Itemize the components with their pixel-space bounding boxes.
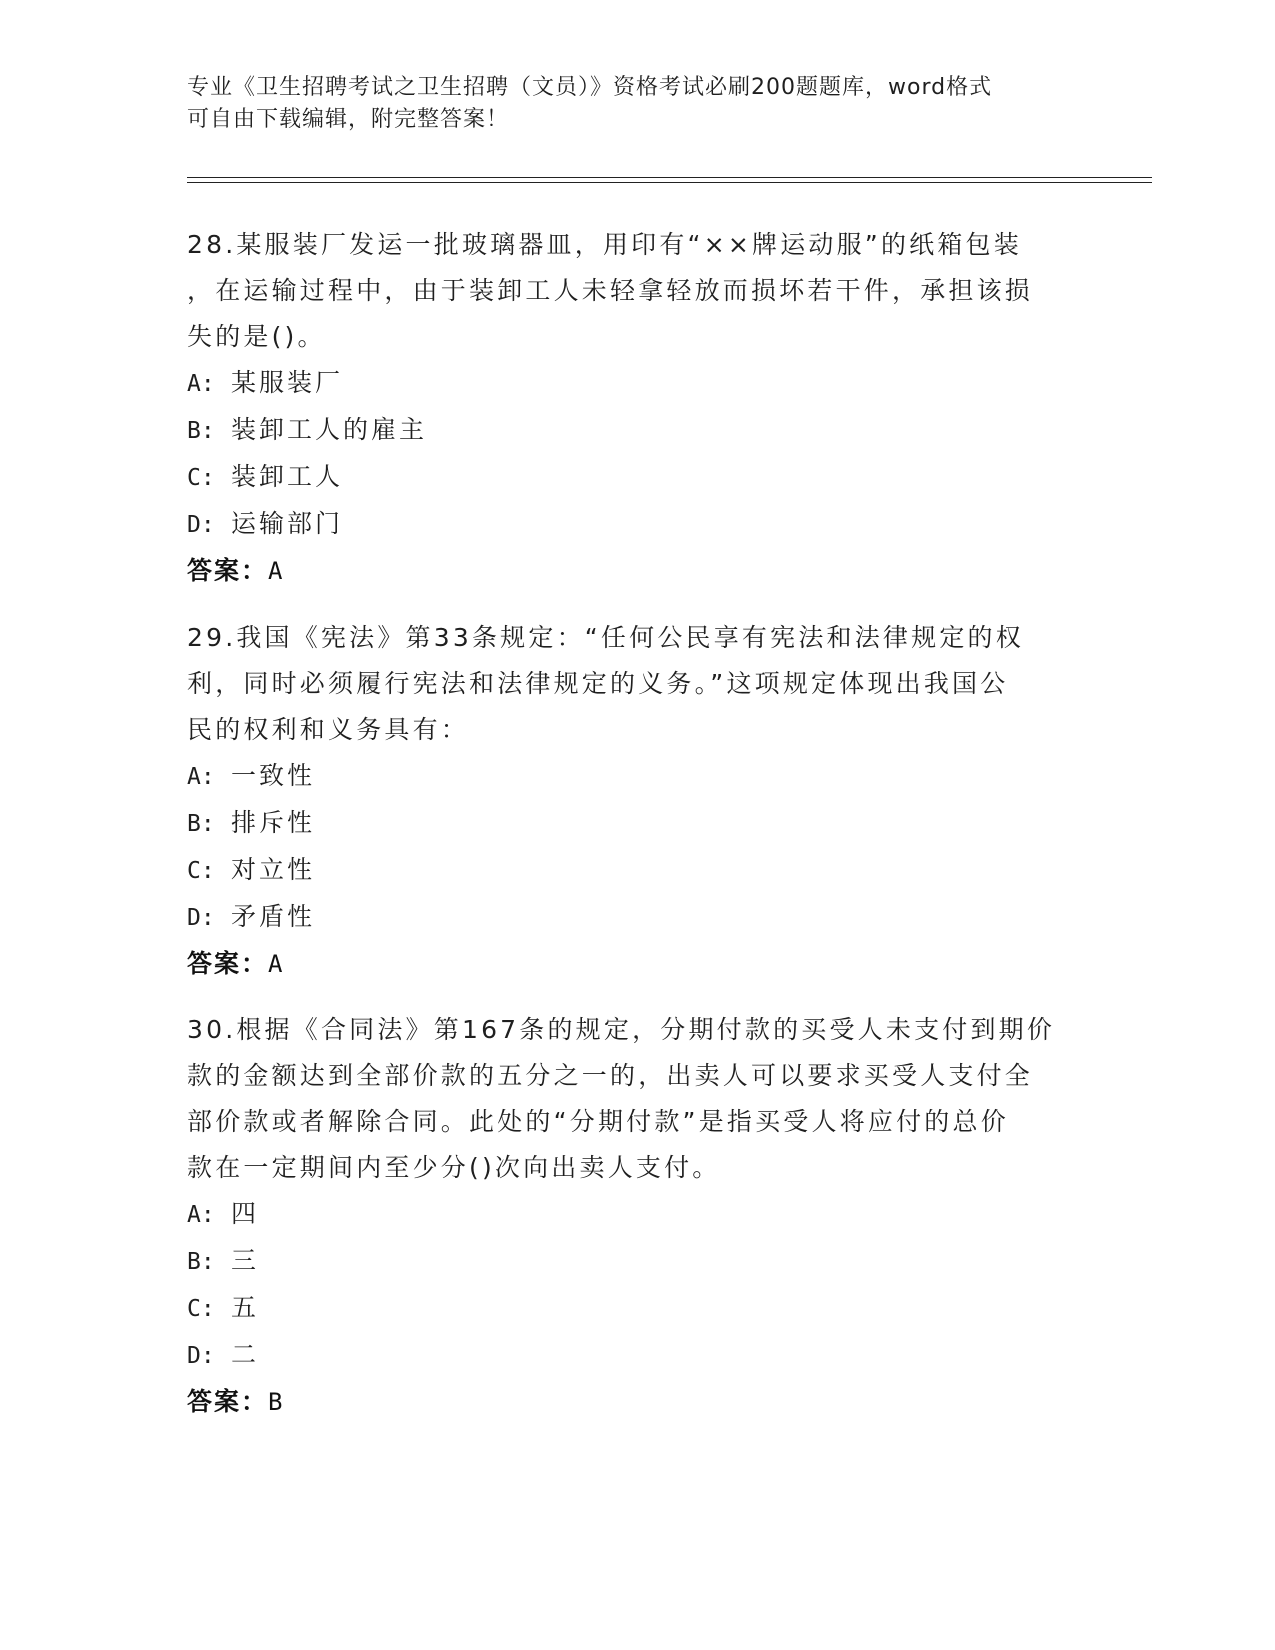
question-stem-line: 30.根据《合同法》第167条的规定，分期付款的买受人未支付到期价 [187, 1015, 1056, 1044]
question-stem [187, 1007, 1077, 1191]
option-key: D: [187, 905, 215, 931]
option-b [187, 407, 1077, 454]
answer-value: A [268, 557, 285, 585]
question-stem-line: 部价款或者解除合同。此处的“分期付款”是指买受人将应付的总价 [187, 1107, 1009, 1136]
option-text: 五 [231, 1293, 260, 1322]
option-key: A: [187, 764, 215, 790]
option-key: C: [187, 465, 215, 491]
option-text: 某服装厂 [231, 368, 344, 397]
option-key: D: [187, 1343, 215, 1369]
option-key: C: [187, 858, 215, 884]
option-b [187, 1238, 1077, 1285]
option-key: B: [187, 418, 215, 444]
answer-label: 答案： [187, 1387, 269, 1416]
option-key: B: [187, 1249, 215, 1275]
question-stem [187, 222, 1077, 360]
document-header [187, 72, 1067, 136]
option-c [187, 1285, 1077, 1332]
option-key: D: [187, 512, 215, 538]
option-c [187, 847, 1077, 894]
question-stem-line: 28.某服装厂发运一批玻璃器皿，用印有“××牌运动服”的纸箱包装 [187, 230, 1022, 259]
option-text: 一致性 [231, 761, 316, 790]
question-stem [187, 615, 1077, 753]
option-a [187, 753, 1077, 800]
option-key: A: [187, 1202, 215, 1228]
option-a [187, 1191, 1077, 1238]
option-text: 装卸工人的雇主 [231, 415, 428, 444]
answer-value: A [268, 950, 285, 978]
option-b [187, 800, 1077, 847]
answer-line [187, 548, 1077, 594]
option-text: 四 [231, 1199, 260, 1228]
option-c [187, 454, 1077, 501]
question-stem-line: 款在一定期间内至少分()次向出卖人支付。 [187, 1153, 721, 1182]
option-text: 装卸工人 [231, 462, 344, 491]
option-key: A: [187, 371, 215, 397]
answer-value: B [268, 1388, 285, 1416]
answer-label: 答案： [187, 949, 269, 978]
option-d [187, 1332, 1077, 1379]
question-stem-line: 失的是()。 [187, 322, 326, 351]
option-text: 二 [231, 1340, 260, 1369]
option-key: C: [187, 1296, 215, 1322]
option-d [187, 501, 1077, 548]
header-divider [187, 177, 1152, 178]
option-text: 运输部门 [231, 509, 344, 538]
option-text: 排斥性 [231, 808, 316, 837]
option-text: 矛盾性 [231, 902, 316, 931]
question-stem-line: 29.我国《宪法》第33条规定：“任何公民享有宪法和法律规定的权 [187, 623, 1024, 652]
header-line: 可自由下载编辑，附完整答案！ [187, 107, 510, 132]
option-key: B: [187, 811, 215, 837]
question-stem-line: 民的权利和义务具有： [187, 715, 470, 744]
question-stem-line: 利，同时必须履行宪法和法律规定的义务。”这项规定体现出我国公 [187, 669, 1009, 698]
option-text: 对立性 [231, 855, 316, 884]
header-line: 专业《卫生招聘考试之卫生招聘（文员）》资格考试必刷200题题库，word格式 [187, 75, 993, 100]
question-stem-line: 款的金额达到全部价款的五分之一的，出卖人可以要求买受人支付全 [187, 1061, 1034, 1090]
question-block [187, 1007, 1077, 1425]
question-block [187, 615, 1077, 987]
question-stem-line: ，在运输过程中，由于装卸工人未轻拿轻放而损坏若干件，承担该损 [187, 276, 1034, 305]
question-block [187, 222, 1077, 594]
option-d [187, 894, 1077, 941]
option-a [187, 360, 1077, 407]
answer-label: 答案： [187, 556, 269, 585]
option-text: 三 [231, 1246, 260, 1275]
answer-line [187, 1379, 1077, 1425]
header-divider [187, 182, 1152, 183]
answer-line [187, 941, 1077, 987]
